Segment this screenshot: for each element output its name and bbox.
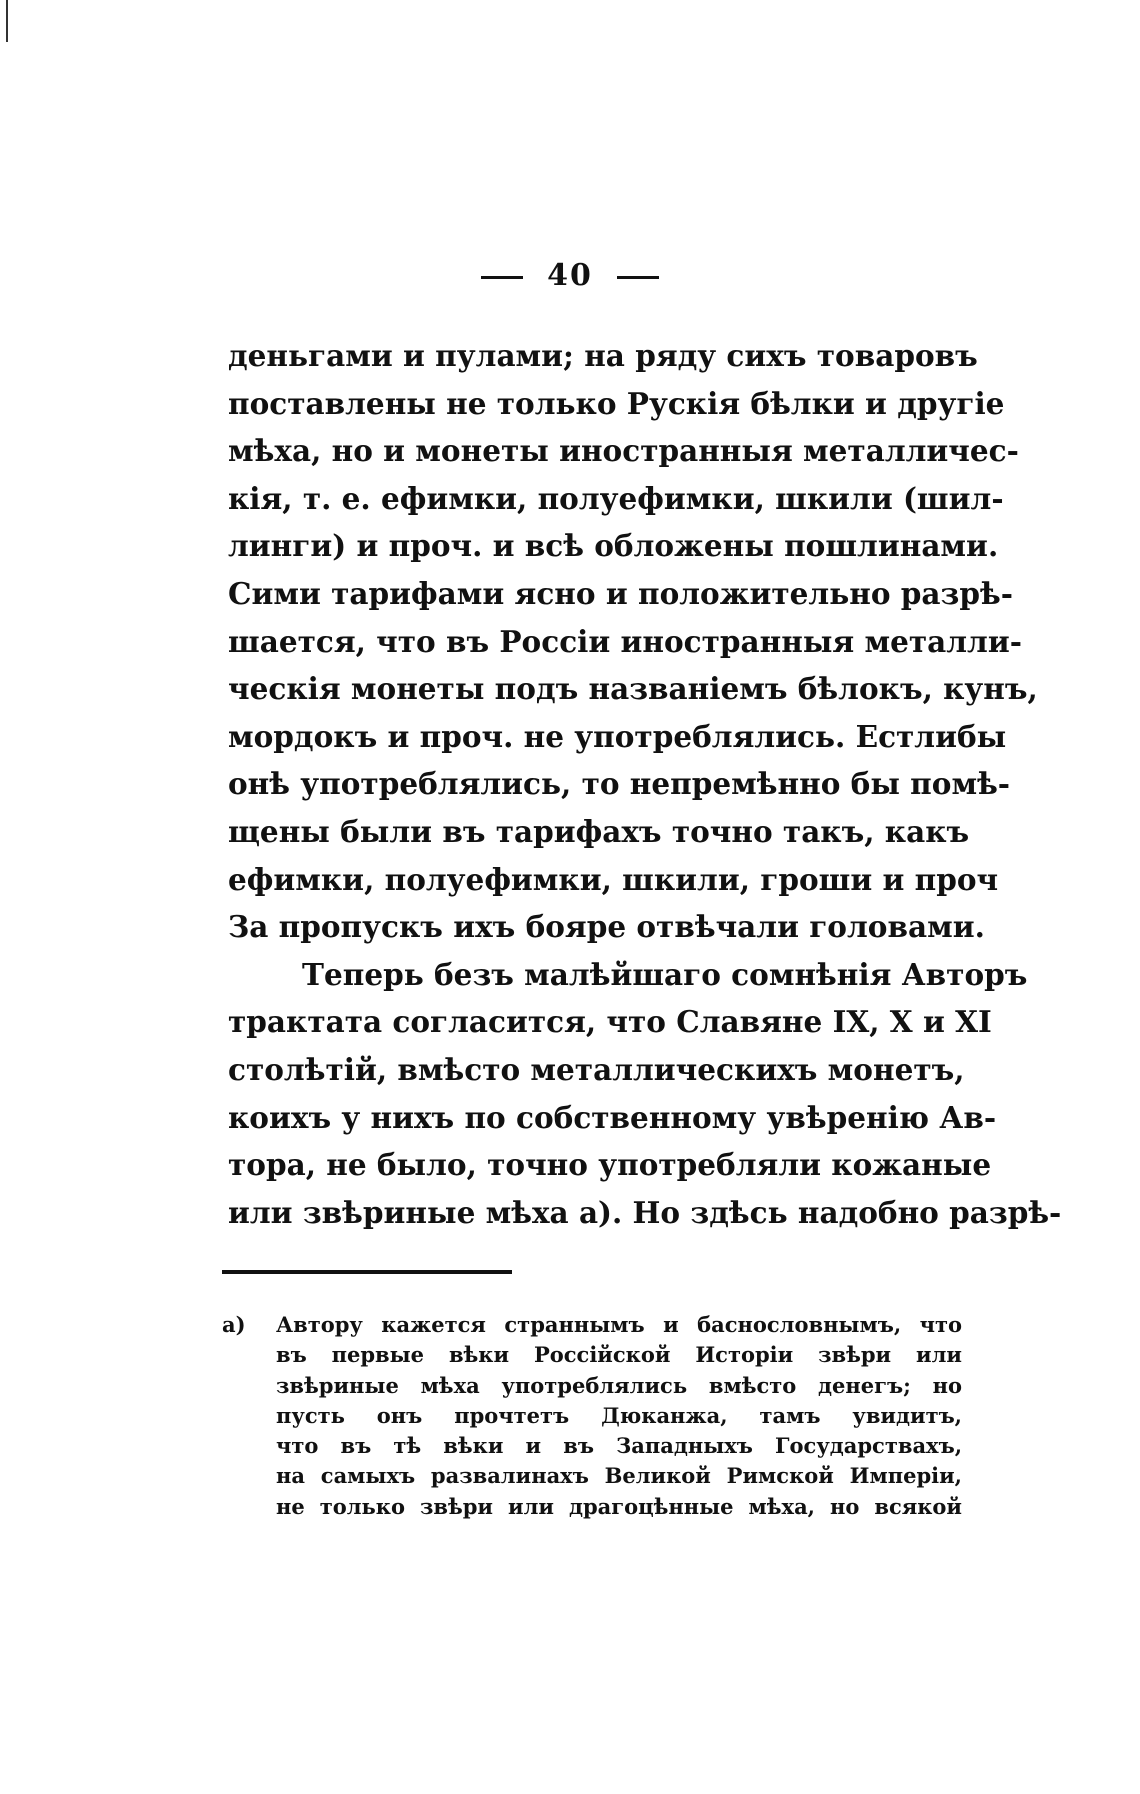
main-text	[228, 332, 1062, 1236]
text-line: поставлены не только Рускія бѣлки и другіе	[228, 385, 1005, 421]
text-line: мѣха, но и монеты иностранныя металличес-	[228, 433, 1019, 469]
text-line: столѣтій, вмѣсто металлическихъ монетъ,	[228, 1051, 965, 1087]
text-line: или звѣриные мѣха а). Но здѣсь надобно разрѣ-	[228, 1194, 1062, 1230]
page-edge-mark	[6, 0, 8, 42]
text-line: шается, что въ Россіи иностранныя металли-	[228, 623, 1022, 659]
footnote-line: въ первые вѣки Россійской Исторіи звѣри или	[276, 1342, 962, 1368]
footnote-line: звѣриные мѣха употреблялись вмѣсто денегъ; но	[276, 1372, 962, 1398]
footnote-line: Автору кажется страннымъ и баснословнымъ, что	[276, 1312, 962, 1337]
footnote-line: не только звѣри или драгоцѣнные мѣха, но всякой	[276, 1493, 962, 1519]
text-line: За пропускъ ихъ бояре отвѣчали головами.	[228, 909, 985, 945]
text-line: кія, т. е. ефимки, полуефимки, шкили (шил-	[228, 480, 1004, 516]
paragraph-start-line: Теперь безъ малѣйшаго сомнѣнія Авторъ	[302, 956, 1028, 992]
text-line: деньгами и пулами; на ряду сихъ товаровъ	[228, 338, 978, 373]
text-line: линги) и проч. и всѣ обложены пошлинами.	[228, 528, 999, 564]
footnote-separator	[222, 1270, 512, 1274]
page-number-header	[0, 258, 1140, 293]
text-line: тора, не было, точно употребляли кожаные	[228, 1147, 992, 1183]
text-line: щены были въ тарифахъ точно такъ, какъ	[228, 813, 970, 849]
text-line: мордокъ и проч. не употреблялись. Естлибы	[228, 718, 1007, 754]
footnote	[222, 1310, 962, 1522]
footnote-text	[276, 1310, 962, 1522]
left-dash	[481, 276, 523, 279]
footnote-line: пусть онъ прочтетъ Дюканжа, тамъ увидитъ,	[276, 1402, 962, 1428]
right-dash	[617, 276, 659, 279]
text-line: онѣ употреблялись, то непремѣнно бы помѣ-	[228, 766, 1011, 802]
page-number: 40	[547, 258, 593, 293]
footnote-marker: a)	[222, 1312, 246, 1337]
text-line: коихъ у нихъ по собственному увѣренію Ав-	[228, 1099, 997, 1135]
text-line: ефимки, полуефимки, шкили, гроши и проч	[228, 861, 999, 897]
footnote-line: что въ тѣ вѣки и въ Западныхъ Государствахъ,	[276, 1433, 962, 1459]
footnote-line: на самыхъ развалинахъ Великой Римской Имперіи,	[276, 1463, 962, 1489]
text-line: ческія монеты подъ названіемъ бѣлокъ, кунъ,	[228, 671, 1038, 707]
text-line: Сими тарифами ясно и положительно разрѣ-	[228, 575, 1013, 611]
text-line: трактата согласится, что Славяне IX, X и XI	[228, 1004, 992, 1040]
